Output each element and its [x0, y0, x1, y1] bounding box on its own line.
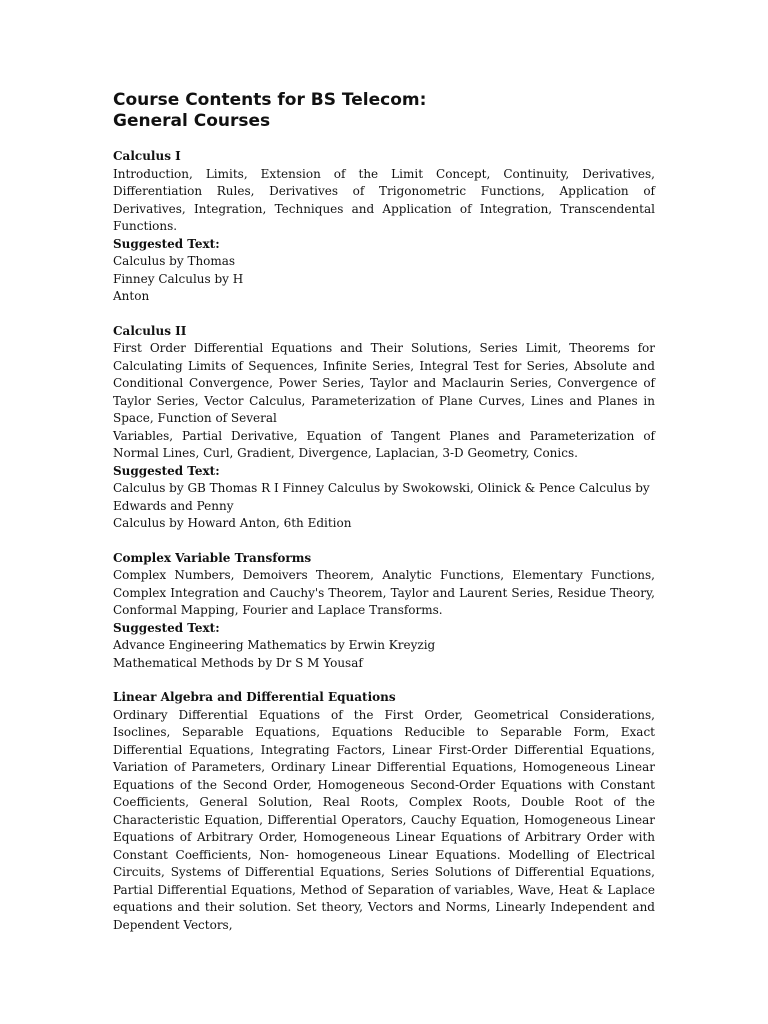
page-title-line-1: Course Contents for BS Telecom:: [113, 90, 427, 110]
reference-item: Mathematical Methods by Dr S M Yousaf: [113, 655, 363, 670]
course-complex-variable-transforms: [113, 550, 655, 673]
page-title: [113, 90, 655, 132]
suggested-text-label: Suggested Text:: [113, 463, 220, 478]
document-page: [113, 90, 655, 951]
suggested-text-label: Suggested Text:: [113, 620, 220, 635]
suggested-text-label: Suggested Text:: [113, 236, 220, 251]
course-title: Calculus I: [113, 149, 181, 163]
course-description: First Order Differential Equations and Their Solutions, Series Limit, Theorems for Calculating Limits of Sequences, Infinite Series, Integral Test for Series, Absolute and Conditional Convergence, Power Series, Taylor and Maclaurin Series, Convergence of Taylor Series, Vector Calculus, Parameterization of Plane Curves, Lines and Planes in Space, Function of Several: [113, 341, 655, 425]
course-description: Introduction, Limits, Extension of the Limit Concept, Continuity, Derivatives, Differentiation Rules, Derivatives of Trigonometric Functions, Application of Derivatives, Integration, Techniques and Application of Integration, Transcendental Functions.: [113, 166, 655, 233]
page-title-line-2: General Courses: [113, 111, 271, 131]
reference-item: Finney Calculus by H: [113, 271, 244, 286]
course-title: Linear Algebra and Differential Equations: [113, 690, 396, 704]
course-title: Complex Variable Transforms: [113, 550, 312, 565]
course-calculus-2: [113, 323, 655, 533]
reference-item: Calculus by Thomas: [113, 254, 236, 268]
reference-item: Calculus by GB Thomas R I Finney Calculus by Swokowski, Olinick & Pence Calculus by Edwards and Penny: [113, 481, 650, 513]
course-description: Complex Numbers, Demoivers Theorem, Analytic Functions, Elementary Functions, Complex Integration and Cauchy's Theorem, Taylor and Laurent Series, Residue Theory, Conformal Mapping, Fourier and Laplace Transforms.: [113, 568, 655, 617]
course-description: Variables, Partial Derivative, Equation of Tangent Planes and Parameterization of Normal Lines, Curl, Gradient, Divergence, Laplacian, 3-D Geometry, Conics.: [113, 428, 655, 460]
course-description: Ordinary Differential Equations of the First Order, Geometrical Considerations, Isoclines, Separable Equations, Equations Reducible to Separable Form, Exact Differential Equations, Integrating Factors, Linear First-Order Differential Equations, Variation of Parameters, Ordinary Linear Differential Equations, Homogeneous Linear Equations of the Second Order, Homogeneous Second-Order Equations with Constant Coefficients, General Solution, Real Roots, Complex Roots, Double Root of the Characteristic Equation, Differential Operators, Cauchy Equation, Homogeneous Linear Equations of Arbitrary Order, Homogeneous Linear Equations of Arbitrary Order with Constant Coefficients, Non- homogeneous Linear Equations. Modelling of Electrical Circuits, Systems of Differential Equations, Series Solutions of Differential Equations, Partial Differential Equations, Method of Separation of variables, Wave, Heat & Laplace equations and their solution. Set theory, Vectors and Norms, Linearly Independent and Dependent Vectors,: [113, 707, 655, 932]
reference-item: Advance Engineering Mathematics by Erwin Kreyzig: [113, 638, 436, 652]
course-title: Calculus II: [113, 323, 187, 338]
course-calculus-1: [113, 148, 655, 306]
reference-item: Anton: [113, 289, 150, 303]
course-linear-algebra-differential-equations: [113, 689, 655, 934]
reference-item: Calculus by Howard Anton, 6th Edition: [113, 516, 352, 530]
